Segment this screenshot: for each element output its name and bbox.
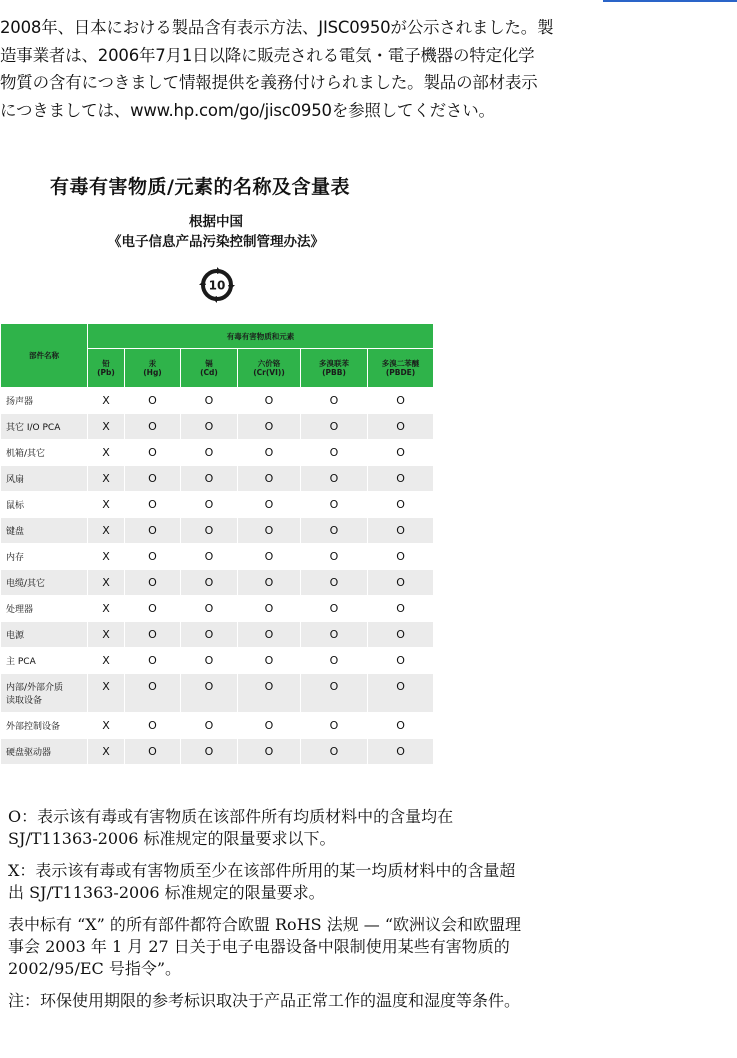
part-name-cell: 电缆/其它 <box>1 570 88 596</box>
substance-mark-cell: O <box>301 492 368 518</box>
substance-mark-cell: O <box>125 622 181 648</box>
substance-mark-cell: O <box>301 674 368 713</box>
table-row <box>1 414 434 440</box>
rohs-note <box>8 914 708 980</box>
substance-mark-cell: O <box>125 466 181 492</box>
part-name-cell: 电源 <box>1 622 88 648</box>
substance-mark-cell: X <box>88 492 125 518</box>
part-name-cell: 其它 I/O PCA <box>1 414 88 440</box>
part-name-cell: 风扇 <box>1 466 88 492</box>
substance-mark-cell: O <box>181 739 238 765</box>
substance-mark-cell: O <box>125 674 181 713</box>
notes-section <box>8 806 708 1022</box>
substance-mark-cell: O <box>238 622 301 648</box>
substance-mark-cell: O <box>368 440 434 466</box>
subtitle <box>0 212 432 252</box>
substance-mark-cell: O <box>238 739 301 765</box>
x-note-line: X：表示该有毒或有害物质至少在该部件所用的某一均质材料中的含量超 <box>8 861 516 880</box>
o-note-line: SJ/T11363-2006 标准规定的限量要求以下。 <box>8 829 336 848</box>
substance-mark-cell: X <box>88 674 125 713</box>
part-name-cell: 处理器 <box>1 596 88 622</box>
substance-mark-cell: O <box>238 440 301 466</box>
subtitle-line-2: 《电子信息产品污染控制管理办法》 <box>108 234 324 250</box>
rohs-note-line: 2002/95/EC 号指令”。 <box>8 959 182 978</box>
substance-mark-cell: O <box>125 570 181 596</box>
substance-mark-cell: O <box>368 518 434 544</box>
substance-mark-cell: O <box>181 518 238 544</box>
part-name-cell: 外部控制设备 <box>1 713 88 739</box>
substance-mark-cell: O <box>301 596 368 622</box>
table-row <box>1 739 434 765</box>
substance-symbol: (Hg) <box>143 368 162 377</box>
substance-mark-cell: O <box>181 414 238 440</box>
substance-symbol: (PBB) <box>322 368 346 377</box>
substance-mark-cell: X <box>88 388 125 414</box>
substance-mark-cell: O <box>238 518 301 544</box>
substance-mark-cell: O <box>181 388 238 414</box>
substance-mark-cell: O <box>301 518 368 544</box>
substances-group-header: 有毒有害物质和元素 <box>88 324 434 349</box>
substance-mark-cell: O <box>125 648 181 674</box>
substance-symbol: (Cd) <box>200 368 218 377</box>
substance-mark-cell: O <box>181 570 238 596</box>
substance-mark-cell: O <box>301 440 368 466</box>
substance-mark-cell: O <box>301 414 368 440</box>
substance-mark-cell: O <box>238 466 301 492</box>
table-row <box>1 570 434 596</box>
substance-mark-cell: X <box>88 440 125 466</box>
substance-mark-cell: O <box>181 674 238 713</box>
substance-mark-cell: O <box>368 466 434 492</box>
substance-mark-cell: O <box>301 466 368 492</box>
environment-protection-use-period-10-icon <box>198 266 236 304</box>
substance-header <box>181 349 238 388</box>
substance-mark-cell: O <box>368 622 434 648</box>
rohs-note-line: 事会 2003 年 1 月 27 日关于电子电器设备中限制使用某些有害物质的 <box>8 937 510 956</box>
part-name-cell: 键盘 <box>1 518 88 544</box>
period-note-line: 注：环保使用期限的参考标识取决于产品正常工作的温度和湿度等条件。 <box>8 991 521 1010</box>
substance-mark-cell: O <box>368 570 434 596</box>
japanese-notice-line: 造事業者は、2006年7月1日以降に販売される電気・電子機器の特定化学 <box>0 45 535 65</box>
substance-name: 多溴二苯醚 <box>381 359 420 368</box>
part-name-cell: 内存 <box>1 544 88 570</box>
substance-mark-cell: O <box>181 648 238 674</box>
substance-mark-cell: O <box>301 570 368 596</box>
part-name-cell: 扬声器 <box>1 388 88 414</box>
substance-mark-cell: O <box>181 713 238 739</box>
part-name-header: 部件名称 <box>1 324 88 388</box>
substance-mark-cell: O <box>125 739 181 765</box>
substance-mark-cell: O <box>125 388 181 414</box>
part-name-cell: 鼠标 <box>1 492 88 518</box>
substance-name: 汞 <box>148 359 157 368</box>
substance-mark-cell: O <box>125 518 181 544</box>
table-row <box>1 518 434 544</box>
table-row <box>1 648 434 674</box>
substance-mark-cell: O <box>238 492 301 518</box>
substance-mark-cell: O <box>181 622 238 648</box>
japanese-notice-line: につきましては、www.hp.com/go/jisc0950を参照してください。 <box>0 100 495 120</box>
period-note <box>8 990 708 1012</box>
hazardous-substances-table <box>0 323 434 765</box>
substance-mark-cell: O <box>368 492 434 518</box>
subtitle-line-1: 根据中国 <box>189 214 243 230</box>
substance-mark-cell: X <box>88 648 125 674</box>
substance-mark-cell: X <box>88 713 125 739</box>
japanese-notice-paragraph <box>0 14 590 124</box>
substance-symbol: (Pb) <box>97 368 115 377</box>
substance-mark-cell: O <box>125 414 181 440</box>
o-note <box>8 806 708 850</box>
substance-mark-cell: X <box>88 518 125 544</box>
substance-mark-cell: O <box>238 388 301 414</box>
part-name-cell: 硬盘驱动器 <box>1 739 88 765</box>
substance-mark-cell: O <box>238 674 301 713</box>
table-row <box>1 388 434 414</box>
substance-name: 铅 <box>102 359 110 368</box>
table-row <box>1 713 434 739</box>
table-row <box>1 622 434 648</box>
substance-mark-cell: X <box>88 570 125 596</box>
substance-header <box>125 349 181 388</box>
substance-header <box>368 349 434 388</box>
substance-mark-cell: O <box>181 492 238 518</box>
substance-mark-cell: O <box>181 440 238 466</box>
substance-mark-cell: O <box>125 713 181 739</box>
substance-mark-cell: O <box>368 388 434 414</box>
table-row <box>1 596 434 622</box>
japanese-notice-line: 物質の含有につきまして情報提供を義務付けられました。製品の部材表示 <box>0 73 538 92</box>
substance-mark-cell: O <box>368 596 434 622</box>
table-row <box>1 492 434 518</box>
table-title: 有毒有害物质/元素的名称及含量表 <box>50 176 350 198</box>
substance-header <box>301 349 368 388</box>
substance-mark-cell: X <box>88 739 125 765</box>
o-note-line: O：表示该有毒或有害物质在该部件所有均质材料中的含量均在 <box>8 807 454 826</box>
substance-mark-cell: X <box>88 622 125 648</box>
substance-mark-cell: O <box>238 713 301 739</box>
substance-name: 六价铬 <box>257 359 281 368</box>
substance-header <box>88 349 125 388</box>
table-row <box>1 544 434 570</box>
substance-mark-cell: O <box>238 648 301 674</box>
substance-mark-cell: O <box>125 596 181 622</box>
substance-mark-cell: O <box>301 648 368 674</box>
substance-header <box>238 349 301 388</box>
substance-mark-cell: O <box>125 492 181 518</box>
substance-mark-cell: X <box>88 596 125 622</box>
substance-mark-cell: X <box>88 466 125 492</box>
japanese-notice-line: 2008年、日本における製品含有表示方法、JISC0950が公示されました。製 <box>0 18 554 37</box>
x-note-line: 出 SJ/T11363-2006 标准规定的限量要求。 <box>8 883 325 902</box>
substance-mark-cell: O <box>238 596 301 622</box>
top-accent-rule <box>603 0 737 2</box>
x-note <box>8 860 708 904</box>
table-row <box>1 440 434 466</box>
logo-text: 10 <box>208 278 226 293</box>
part-name-cell: 主 PCA <box>1 648 88 674</box>
substance-name: 镉 <box>205 359 213 368</box>
substance-mark-cell: O <box>301 388 368 414</box>
substance-mark-cell: O <box>125 544 181 570</box>
substance-mark-cell: O <box>368 739 434 765</box>
substance-mark-cell: O <box>368 713 434 739</box>
substance-mark-cell: O <box>238 414 301 440</box>
substance-mark-cell: X <box>88 414 125 440</box>
part-name-cell: 内部/外部介质读取设备 <box>1 674 88 713</box>
substance-mark-cell: O <box>181 466 238 492</box>
substance-mark-cell: O <box>368 544 434 570</box>
substance-mark-cell: O <box>368 674 434 713</box>
rohs-note-line: 表中标有 “X” 的所有部件都符合欧盟 RoHS 法规 — “欧洲议会和欧盟理 <box>8 915 522 934</box>
substance-mark-cell: O <box>301 739 368 765</box>
table-row <box>1 466 434 492</box>
table-row <box>1 674 434 713</box>
substance-mark-cell: O <box>301 544 368 570</box>
table-body <box>1 388 434 765</box>
substance-symbol: (PBDE) <box>385 368 416 377</box>
substance-mark-cell: O <box>368 648 434 674</box>
substance-mark-cell: O <box>368 414 434 440</box>
substance-symbol: (Cr(VI)) <box>253 368 285 377</box>
substance-mark-cell: O <box>181 596 238 622</box>
substance-mark-cell: O <box>301 713 368 739</box>
substance-mark-cell: O <box>238 544 301 570</box>
substance-mark-cell: X <box>88 544 125 570</box>
part-name-cell: 机箱/其它 <box>1 440 88 466</box>
substance-mark-cell: O <box>238 570 301 596</box>
substance-mark-cell: O <box>181 544 238 570</box>
substance-mark-cell: O <box>125 440 181 466</box>
substance-mark-cell: O <box>301 622 368 648</box>
substance-name: 多溴联苯 <box>319 359 349 368</box>
